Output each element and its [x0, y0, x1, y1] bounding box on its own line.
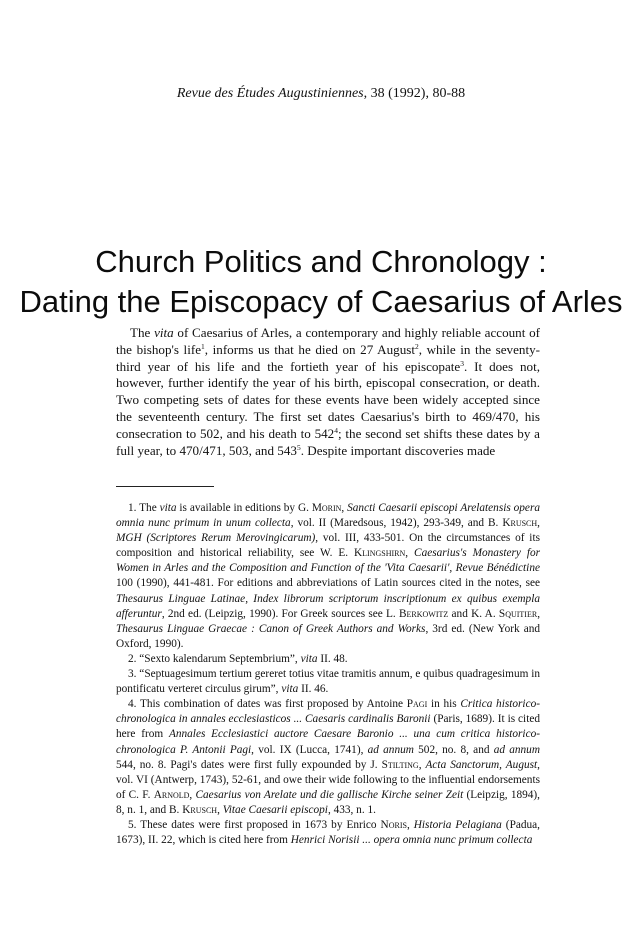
- running-header: [0, 84, 642, 104]
- text: Acta Sanctorum, August: [425, 758, 538, 771]
- text: 100 (1990), 441-481. For editions and abbreviations of Latin sources cited in the notes, see: [116, 577, 540, 590]
- author-name: Stilting: [381, 758, 419, 771]
- text: is available in editions by G.: [176, 502, 312, 514]
- text: The: [130, 325, 155, 340]
- text: . Despite important discoveries made: [300, 442, 496, 458]
- text: ad annum: [367, 743, 414, 756]
- text: vita: [154, 325, 174, 340]
- text: , informs us that he died on 27 August: [204, 341, 415, 357]
- footnote-ref-5: 5: [296, 442, 301, 452]
- author-name: Berkowitz: [399, 607, 449, 620]
- article-title: [0, 242, 642, 322]
- text: (Padua, 1673), II. 22, which is cited here from: [116, 818, 540, 847]
- footnote-5: [116, 818, 540, 848]
- text: Vitae Caesarii episcopi: [222, 803, 328, 816]
- footnote-ref-3: 3: [460, 358, 464, 368]
- text: 1. The: [128, 502, 160, 514]
- text: vita: [300, 652, 318, 665]
- footnote-1: [116, 501, 540, 652]
- text: , while in the seventy-third year of his life and the fortieth year of his episcopate: [116, 341, 541, 374]
- text: vita: [281, 683, 299, 696]
- author-name: Krusch: [182, 803, 218, 816]
- text: ,: [537, 517, 540, 530]
- text: , vol. III, 433-501. On the circumstances of its composition and historical reliability, see W. E.: [116, 532, 540, 560]
- text: Thesaurus Linguae Latinae, Index librorum scriptorum inscriptionum ex quibus exempla afferuntur: [116, 592, 540, 620]
- footnote-2: [116, 652, 540, 667]
- text: MGH (Scriptores Rerum Merovingicarum): [116, 532, 316, 545]
- text: ,: [406, 818, 414, 831]
- text: , vol. VI (Antwerp, 1743), 52-61, and owe their wide following to the influential endorsements of C. F.: [116, 758, 540, 801]
- text: and K. A.: [448, 607, 499, 620]
- author-name: Arnold: [153, 788, 190, 801]
- text: vita: [159, 502, 177, 514]
- text: 5. These dates were first proposed in 1673 by Enrico: [128, 818, 381, 831]
- text: II. 46.: [298, 683, 329, 696]
- journal-name: Revue des Études Augustiniennes: [176, 86, 364, 101]
- author-name: Klingshirn: [354, 547, 406, 560]
- author-name: Pagi: [406, 698, 428, 711]
- text: . It does not, however, further identify the year of his birth, episcopal consecration, or death. Two competing sets of dates for these events have been widely accepted since the seventeenth century. The first set dates Caesarius's birth to 469/470, his consecration to 502, and his death to 542: [116, 358, 540, 441]
- text: II. 48.: [317, 652, 348, 665]
- footnote-ref-2: 2: [414, 341, 419, 351]
- text: Thesaurus Linguae Graecae : Canon of Greek Authors and Works: [116, 622, 426, 635]
- footnote-3: [116, 667, 540, 697]
- text: Caesarius von Arelate und die gallische Kirche seiner Zeit: [195, 788, 464, 801]
- volume-info: , 38 (1992), 80-88: [363, 86, 466, 101]
- text: Caesarius's Monastery for Women in Arles and the Composition and Function of the 'Vita Caesarii', Revue Bénédictine: [116, 547, 541, 575]
- text: 3. “Septuagesimum tertium gereret totius vitae tramitis annum, e quibus quadragesimum in pontificatu verteret circulus girum”,: [116, 668, 540, 696]
- text: , 433, n. 1.: [327, 803, 376, 816]
- title-line-2: Dating the Episcopacy of Caesarius of Arles: [19, 284, 623, 319]
- footnotes: [116, 501, 540, 848]
- text: , vol. II (Maredsous, 1942), 293-349, and B.: [290, 517, 503, 530]
- text: 4. This combination of dates was first proposed by Antoine: [128, 698, 407, 711]
- text: ,: [341, 502, 348, 514]
- text: ,: [418, 758, 426, 771]
- text: 502, no. 8, and: [413, 743, 494, 756]
- text: 2. “Sexto kalendarum Septembrium”,: [128, 652, 301, 665]
- author-name: Squitier: [498, 607, 538, 620]
- text: ,: [537, 607, 541, 620]
- text: ad annum: [493, 743, 540, 756]
- text: Historia Pelagiana: [413, 818, 502, 831]
- text: , 3rd ed. (New York and Oxford, 1990).: [116, 622, 541, 650]
- text: (Paris, 1689). It is cited here from: [116, 713, 540, 741]
- footnote-ref-4: 4: [334, 425, 338, 435]
- text: 544, no. 8. Pagi's dates were first fully expounded by J.: [116, 758, 382, 771]
- body-paragraph: [116, 325, 540, 459]
- text: of Caesarius of Arles, a contemporary and highly reliable account of the bishop's life: [116, 325, 540, 357]
- text: in his: [427, 698, 461, 711]
- title-line-1: Church Politics and Chronology :: [95, 244, 547, 279]
- text: ; the second set shifts these dates by a full year, to 470/471, 503, and 543: [116, 425, 540, 458]
- text: ,: [189, 788, 196, 801]
- footnote-ref-1: 1: [201, 341, 205, 351]
- author-name: Krusch: [502, 517, 538, 530]
- text: ,: [217, 803, 223, 816]
- text: Critica historico-chronologica in annales ecclesiasticos ... Caesaris cardinalis Baronii: [116, 698, 540, 726]
- text: Henrici Norisii ... opera omnia nunc primum collecta: [290, 834, 533, 847]
- author-name: Morin: [311, 502, 342, 514]
- footnote-4: [116, 697, 540, 818]
- text: , 2nd ed. (Leipzig, 1990). For Greek sources see L.: [161, 607, 399, 620]
- text: Sancti Caesarii episcopi Arelatensis opera omnia nunc primum in unum collecta: [116, 502, 540, 530]
- footnote-separator: [116, 486, 214, 487]
- text: (Leipzig, 1894), 8, n. 1, and B.: [116, 788, 541, 816]
- text: Annales Ecclesiastici auctore Caesare Baronio ... una cum critica historico-chronologica P. Antonii Pagi: [116, 728, 540, 756]
- text: ,: [405, 547, 415, 560]
- author-name: Noris: [380, 818, 407, 831]
- text: , vol. IX (Lucca, 1741),: [251, 743, 368, 756]
